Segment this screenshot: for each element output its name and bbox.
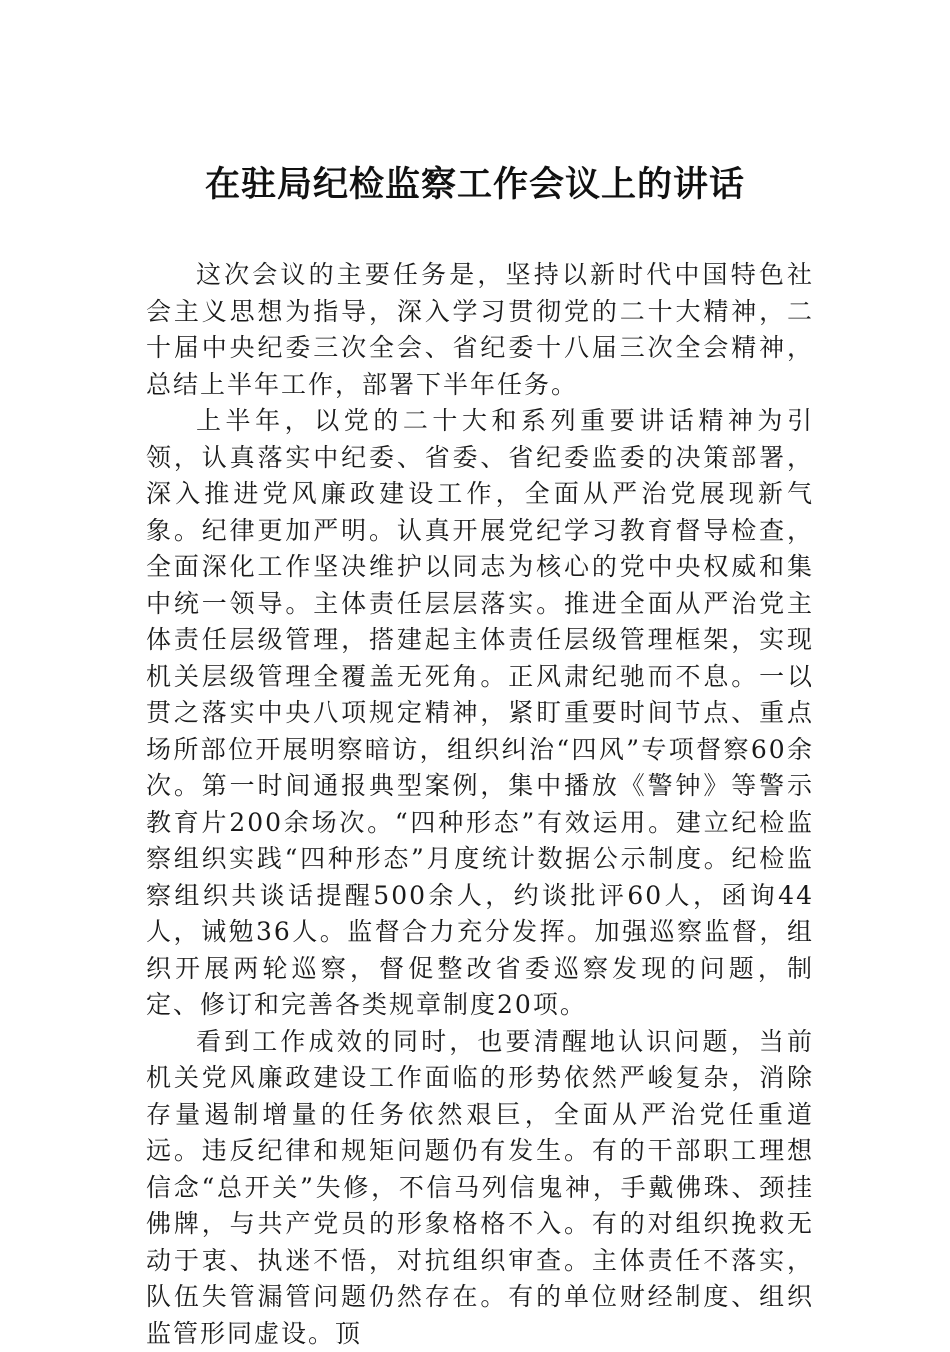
- document-body: [146, 257, 814, 1352]
- paragraph-achievements: 上半年，以党的二十大和系列重要讲话精神为引领，认真落实中纪委、省委、省纪委监委的决策部署，深入推进党风廉政建设工作，全面从严治党展现新气象。纪律更加严明。认真开展党纪学习教育督导检查，全面深化工作坚决维护以同志为核心的党中央权威和集中统一领导。主体责任层层落实。推进全面从严治党主体责任层级管理，搭建起主体责任层级管理框架，实现机关层级管理全覆盖无死角。正风肃纪驰而不息。一以贯之落实中央八项规定精神，紧盯重要时间节点、重点场所部位开展明察暗访，组织纠治“四风”专项督察60余次。第一时间通报典型案例，集中播放《警钟》等警示教育片200余场次。“四种形态”有效运用。建立纪检监察组织实践“四种形态”月度统计数据公示制度。纪检监察组织共谈话提醒500余人，约谈批评60人，函询44人，诫勉36人。监督合力充分发挥。加强巡察监督，组织开展两轮巡察，督促整改省委巡察发现的问题，制定、修订和完善各类规章制度20项。: [146, 403, 814, 1024]
- paragraph-intro: 这次会议的主要任务是，坚持以新时代中国特色社会主义思想为指导，深入学习贯彻党的二十大精神，二十届中央纪委三次全会、省纪委十八届三次全会精神，总结上半年工作，部署下半年任务。: [146, 257, 814, 403]
- document-title: 在驻局纪检监察工作会议上的讲话: [0, 160, 950, 210]
- paragraph-problems: 看到工作成效的同时，也要清醒地认识问题，当前机关党风廉政建设工作面临的形势依然严峻复杂，消除存量遏制增量的任务依然艰巨，全面从严治党任重道远。违反纪律和规矩问题仍有发生。有的干部职工理想信念“总开关”失修，不信马列信鬼神，手戴佛珠、颈挂佛牌，与共产党员的形象格格不入。有的对组织挽救无动于衷、执迷不悟，对抗组织审查。主体责任不落实，队伍失管漏管问题仍然存在。有的单位财经制度、组织监管形同虚设。顶: [146, 1024, 814, 1352]
